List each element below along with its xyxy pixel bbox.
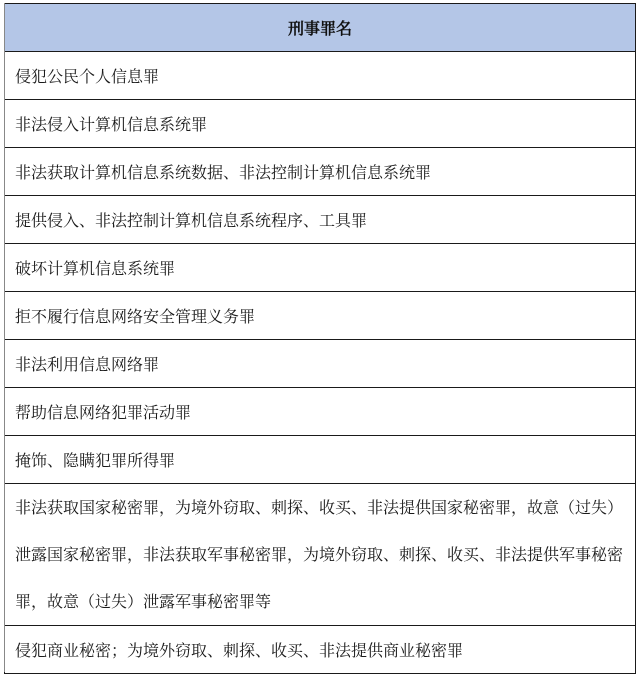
table-row bbox=[5, 484, 636, 626]
table-cell-crime: 非法获取计算机信息系统数据、非法控制计算机信息系统罪 bbox=[5, 148, 636, 196]
crime-names-table bbox=[4, 3, 636, 674]
table-cell-crime: 侵犯商业秘密；为境外窃取、刺探、收买、非法提供商业秘密罪 bbox=[5, 626, 636, 674]
crime-names-table-container bbox=[4, 3, 636, 674]
table-row bbox=[5, 436, 636, 484]
table-cell-crime-multiline: 非法获取国家秘密罪，为境外窃取、刺探、收买、非法提供国家秘密罪，故意（过失）泄露国家秘密罪，非法获取军事秘密罪，为境外窃取、刺探、收买、非法提供军事秘密罪，故意（过失）泄露军事秘密罪等 bbox=[5, 484, 636, 626]
table-left-border bbox=[4, 3, 5, 672]
table-row bbox=[5, 100, 636, 148]
table-cell-crime: 非法侵入计算机信息系统罪 bbox=[5, 100, 636, 148]
table-cell-crime: 提供侵入、非法控制计算机信息系统程序、工具罪 bbox=[5, 196, 636, 244]
table-row bbox=[5, 244, 636, 292]
table-cell-crime: 掩饰、隐瞒犯罪所得罪 bbox=[5, 436, 636, 484]
table-cell-crime: 侵犯公民个人信息罪 bbox=[5, 52, 636, 100]
column-header-crime-name: 刑事罪名 bbox=[5, 4, 636, 52]
table-row bbox=[5, 148, 636, 196]
table-cell-crime: 拒不履行信息网络安全管理义务罪 bbox=[5, 292, 636, 340]
table-row bbox=[5, 52, 636, 100]
table-row bbox=[5, 292, 636, 340]
table-row bbox=[5, 340, 636, 388]
table-row bbox=[5, 196, 636, 244]
table-header-row bbox=[5, 4, 636, 52]
table-cell-crime: 破坏计算机信息系统罪 bbox=[5, 244, 636, 292]
table-row bbox=[5, 626, 636, 674]
table-row bbox=[5, 388, 636, 436]
table-cell-crime: 帮助信息网络犯罪活动罪 bbox=[5, 388, 636, 436]
table-cell-crime: 非法利用信息网络罪 bbox=[5, 340, 636, 388]
